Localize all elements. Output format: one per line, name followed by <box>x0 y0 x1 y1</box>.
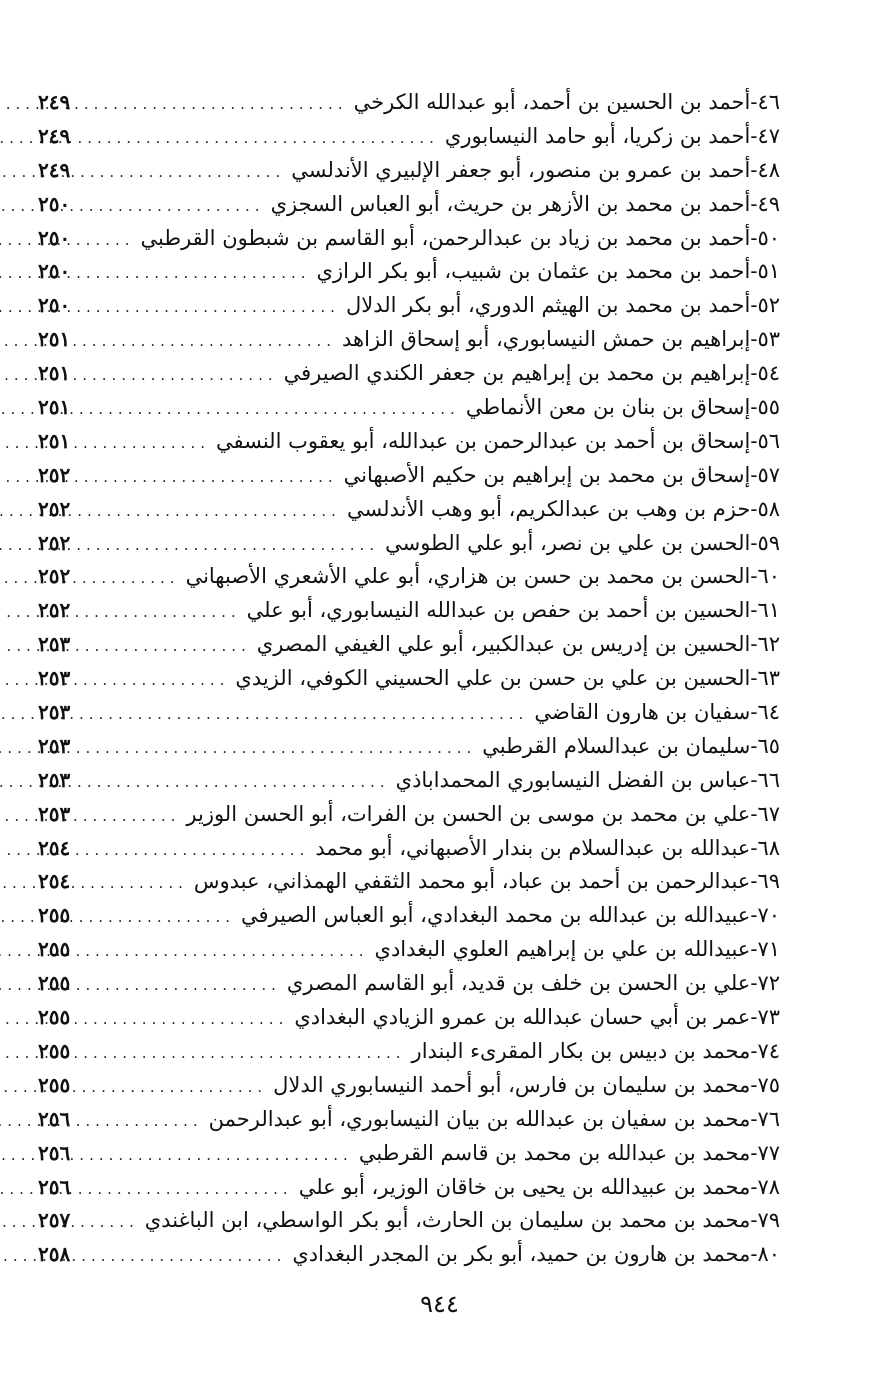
entry-title: محمد بن دبيس بن بكار المقرىء البندار <box>411 1038 751 1063</box>
entry-number: ٥٠- <box>750 225 780 250</box>
dot-leader <box>90 190 265 224</box>
entry-page-number: ٢٥٢ <box>38 462 71 487</box>
dot-leader <box>90 800 180 834</box>
dot-leader <box>90 732 476 766</box>
entry-number: ٨٠- <box>750 1242 780 1267</box>
toc-entry <box>38 594 780 628</box>
dot-leader <box>90 935 369 969</box>
dot-leader <box>90 427 210 461</box>
toc-entry <box>38 425 780 459</box>
dot-leader <box>90 1173 293 1207</box>
dot-leader <box>90 766 390 800</box>
toc-entry <box>38 289 780 323</box>
entry-page-number: ٢٥٥ <box>38 903 71 928</box>
toc-entry <box>38 154 780 188</box>
entry-title: أحمد بن عمرو بن منصور، أبو جعفر الإلبيري الأندلسي <box>291 157 751 182</box>
dot-leader <box>90 1037 406 1071</box>
entry-title: محمد بن محمد بن سليمان بن الحارث، أبو بكر الواسطي، ابن الباغندي <box>144 1208 751 1233</box>
entry-page-number: ٢٥٣ <box>38 767 71 792</box>
dot-leader <box>90 224 135 258</box>
entry-title: حزم بن وهب بن عبدالكريم، أبو وهب الأندلسي <box>346 496 751 521</box>
entry-title: عباس بن الفضل النيسابوري المحمداباذي <box>395 767 751 792</box>
dot-leader <box>90 1240 286 1274</box>
entry-number: ٦٠- <box>750 564 780 589</box>
entry-number: ٥٢- <box>750 293 780 318</box>
toc-entry <box>38 120 780 154</box>
toc-entry <box>38 357 780 391</box>
dot-leader <box>90 1105 203 1139</box>
entry-title: الحسين بن إدريس بن عبدالكبير، أبو علي الغيفي المصري <box>256 632 751 657</box>
entry-page-number: ٢٥٠ <box>38 225 71 250</box>
entry-page-number: ٢٥١ <box>38 361 71 386</box>
entry-page-number: ٢٥٥ <box>38 971 71 996</box>
toc-entry <box>38 222 780 256</box>
entry-title: الحسن بن محمد بن حسن بن هزاري، أبو علي الأشعري الأصبهاني <box>185 564 751 589</box>
entry-number: ٦٢- <box>750 632 780 657</box>
dot-leader <box>90 562 180 596</box>
entry-title: محمد بن سليمان بن فارس، أبو أحمد النيسابوري الدلال <box>273 1072 751 1097</box>
entry-page-number: ٢٥٠ <box>38 259 71 284</box>
dot-leader <box>90 698 528 732</box>
entry-title: محمد بن عبدالله بن محمد بن قاسم القرطبي <box>358 1140 751 1165</box>
dot-leader <box>90 1071 267 1105</box>
entry-number: ٧٧- <box>750 1140 780 1165</box>
entry-title: سليمان بن عبدالسلام القرطبي <box>482 733 751 758</box>
entry-title: أحمد بن محمد بن زياد بن عبدالرحمن، أبو القاسم بن شبطون القرطبي <box>140 225 751 250</box>
entry-title: أحمد بن محمد بن الأزهر بن حريث، أبو العباس السجزي <box>270 191 751 216</box>
toc-entry <box>38 391 780 425</box>
entry-page-number: ٢٥٠ <box>38 191 71 216</box>
entry-page-number: ٢٥٦ <box>38 1174 71 1199</box>
toc-entry <box>38 493 780 527</box>
dot-leader <box>90 834 309 868</box>
entry-page-number: ٢٥٥ <box>38 1038 71 1063</box>
entry-title: إسحاق بن أحمد بن عبدالرحمن بن عبدالله، أبو يعقوب النسفي <box>215 428 751 453</box>
dot-leader <box>90 122 439 156</box>
entry-number: ٦٨- <box>750 835 780 860</box>
entry-number: ٥٤- <box>750 361 780 386</box>
toc-entry <box>38 764 780 798</box>
entry-page-number: ٢٥٢ <box>38 598 71 623</box>
entry-page-number: ٢٥٥ <box>38 937 71 962</box>
entry-page-number: ٢٥٣ <box>38 632 71 657</box>
dot-leader <box>90 1003 288 1037</box>
dot-leader <box>90 257 311 291</box>
toc-entry <box>38 459 780 493</box>
entry-page-number: ٢٥٢ <box>38 530 71 555</box>
entry-page-number: ٢٥٥ <box>38 1005 71 1030</box>
toc-entry <box>38 1001 780 1035</box>
entry-number: ٦٣- <box>750 666 780 691</box>
entry-title: إسحاق بن بنان بن معن الأنماطي <box>465 395 751 420</box>
entry-page-number: ٢٥٢ <box>38 564 71 589</box>
entry-number: ٧٩- <box>750 1208 780 1233</box>
toc-entry <box>38 86 780 120</box>
toc-entry <box>38 1069 780 1103</box>
dot-leader <box>90 664 229 698</box>
toc-entry <box>38 188 780 222</box>
entry-page-number: ٢٥٨ <box>38 1242 71 1267</box>
toc-entry <box>38 1103 780 1137</box>
toc-entry <box>38 730 780 764</box>
entry-title: أحمد بن زكريا، أبو حامد النيسابوري <box>444 123 751 148</box>
entry-number: ٤٧- <box>750 123 780 148</box>
entry-number: ٥٦- <box>750 428 780 453</box>
entry-title: محمد بن سفيان بن عبدالله بن بيان النيسابوري، أبو عبدالرحمن <box>208 1106 751 1131</box>
toc-entry <box>38 662 780 696</box>
entry-page-number: ٢٥١ <box>38 327 71 352</box>
entry-page-number: ٢٥٣ <box>38 733 71 758</box>
entry-page-number: ٢٥٣ <box>38 801 71 826</box>
entry-page-number: ٢٥٢ <box>38 496 71 521</box>
table-of-contents <box>38 86 780 1272</box>
dot-leader <box>90 630 251 664</box>
entry-title: أحمد بن الحسين بن أحمد، أبو عبدالله الكرخي <box>353 90 751 114</box>
dot-leader <box>90 969 281 1003</box>
entry-title: إبراهيم بن محمد بن إبراهيم بن جعفر الكندي الصيرفي <box>283 361 751 386</box>
entry-title: إبراهيم بن حمش النيسابوري، أبو إسحاق الزاهد <box>342 327 751 352</box>
entry-title: عبيدالله بن عبدالله بن محمد البغدادي، أبو العباس الصيرفي <box>240 903 751 928</box>
entry-number: ٤٩- <box>750 191 780 216</box>
dot-leader <box>90 901 235 935</box>
entry-page-number: ٢٥٠ <box>38 293 71 318</box>
entry-page-number: ٢٥١ <box>38 395 71 420</box>
entry-number: ٧٣- <box>750 1005 780 1030</box>
entry-title: عمر بن أبي حسان عبدالله بن عمرو الزيادي البغدادي <box>294 1005 751 1030</box>
toc-entry <box>38 899 780 933</box>
dot-leader <box>90 867 188 901</box>
dot-leader <box>90 461 338 495</box>
entry-title: علي بن الحسن بن خلف بن قديد، أبو القاسم المصري <box>286 971 751 996</box>
entry-number: ٤٨- <box>750 157 780 182</box>
entry-number: ٧٢- <box>750 971 780 996</box>
entry-title: أحمد بن محمد بن الهيثم الدوري، أبو بكر الدلال <box>345 293 751 318</box>
dot-leader <box>90 88 348 122</box>
entry-page-number: ٢٥٧ <box>38 1208 71 1233</box>
entry-title: سفيان بن هارون القاضي <box>534 700 751 725</box>
dot-leader <box>90 393 460 427</box>
toc-entry <box>38 865 780 899</box>
dot-leader <box>90 156 285 190</box>
entry-page-number: ٢٥٤ <box>38 869 71 894</box>
entry-number: ٥٨- <box>750 496 780 521</box>
entry-title: عبدالرحمن بن أحمد بن عباد، أبو محمد الثقفي الهمذاني، عبدوس <box>193 869 751 894</box>
entry-number: ٤٦- <box>750 90 780 114</box>
dot-leader <box>90 291 340 325</box>
toc-entry <box>38 832 780 866</box>
entry-title: الحسين بن أحمد بن حفص بن عبدالله النيسابوري، أبو علي <box>246 598 751 623</box>
entry-number: ٧٦- <box>750 1106 780 1131</box>
entry-number: ٦٤- <box>750 700 780 725</box>
entry-number: ٦٩- <box>750 869 780 894</box>
dot-leader <box>90 529 379 563</box>
toc-entry <box>38 696 780 730</box>
entry-number: ٥٩- <box>750 530 780 555</box>
entry-title: عبيدالله بن علي بن إبراهيم العلوي البغدادي <box>374 937 751 962</box>
entry-page-number: ٢٥٣ <box>38 700 71 725</box>
entry-number: ٧٤- <box>750 1038 780 1063</box>
dot-leader <box>90 596 241 630</box>
entry-page-number: ٢٥٣ <box>38 666 71 691</box>
dot-leader <box>90 325 336 359</box>
entry-number: ٦١- <box>750 598 780 623</box>
entry-title: أحمد بن محمد بن عثمان بن شبيب، أبو بكر الرازي <box>316 259 751 284</box>
toc-entry <box>38 628 780 662</box>
toc-entry <box>38 255 780 289</box>
entry-number: ٥٥- <box>750 395 780 420</box>
entry-page-number: ٢٥٦ <box>38 1140 71 1165</box>
toc-entry <box>38 1171 780 1205</box>
dot-leader <box>90 495 341 529</box>
entry-title: علي بن محمد بن موسى بن الحسن بن الفرات، أبو الحسن الوزير <box>186 801 751 826</box>
entry-number: ٧١- <box>750 937 780 962</box>
entry-number: ٧٠- <box>750 903 780 928</box>
entry-title: محمد بن هارون بن حميد، أبو بكر بن المجدر البغدادي <box>292 1242 751 1267</box>
toc-entry <box>38 527 780 561</box>
entry-title: محمد بن عبيدالله بن يحيى بن خاقان الوزير، أبو علي <box>298 1174 751 1199</box>
toc-entry <box>38 323 780 357</box>
entry-number: ٧٨- <box>750 1174 780 1199</box>
entry-page-number: ٢٤٩ <box>38 157 71 182</box>
entry-title: عبدالله بن عبدالسلام بن بندار الأصبهاني، أبو محمد <box>315 835 751 860</box>
dot-leader <box>90 1206 139 1240</box>
entry-page-number: ٢٤٩ <box>38 90 71 114</box>
toc-entry <box>38 798 780 832</box>
entry-number: ٥٣- <box>750 327 780 352</box>
toc-entry <box>38 967 780 1001</box>
entry-page-number: ٢٤٩ <box>38 123 71 148</box>
entry-page-number: ٢٥١ <box>38 428 71 453</box>
entry-number: ٥٧- <box>750 462 780 487</box>
toc-entry <box>38 1204 780 1238</box>
entry-number: ٦٧- <box>750 801 780 826</box>
entry-number: ٦٦- <box>750 767 780 792</box>
entry-number: ٧٥- <box>750 1072 780 1097</box>
entry-number: ٥١- <box>750 259 780 284</box>
page-number: ٩٤٤ <box>420 1290 459 1318</box>
toc-entry <box>38 1238 780 1272</box>
toc-entry <box>38 1035 780 1069</box>
toc-entry <box>38 560 780 594</box>
dot-leader <box>90 359 278 393</box>
entry-page-number: ٢٥٥ <box>38 1072 71 1097</box>
entry-number: ٦٥- <box>750 733 780 758</box>
entry-page-number: ٢٥٤ <box>38 835 71 860</box>
entry-title: إسحاق بن محمد بن إبراهيم بن حكيم الأصبهاني <box>343 462 751 487</box>
toc-entry <box>38 933 780 967</box>
entry-title: الحسين بن علي بن حسن بن علي الحسيني الكوفي، الزيدي <box>235 666 751 691</box>
entry-page-number: ٢٥٦ <box>38 1106 71 1131</box>
toc-entry <box>38 1137 780 1171</box>
dot-leader <box>90 1139 353 1173</box>
entry-title: الحسن بن علي بن نصر، أبو علي الطوسي <box>385 530 751 555</box>
